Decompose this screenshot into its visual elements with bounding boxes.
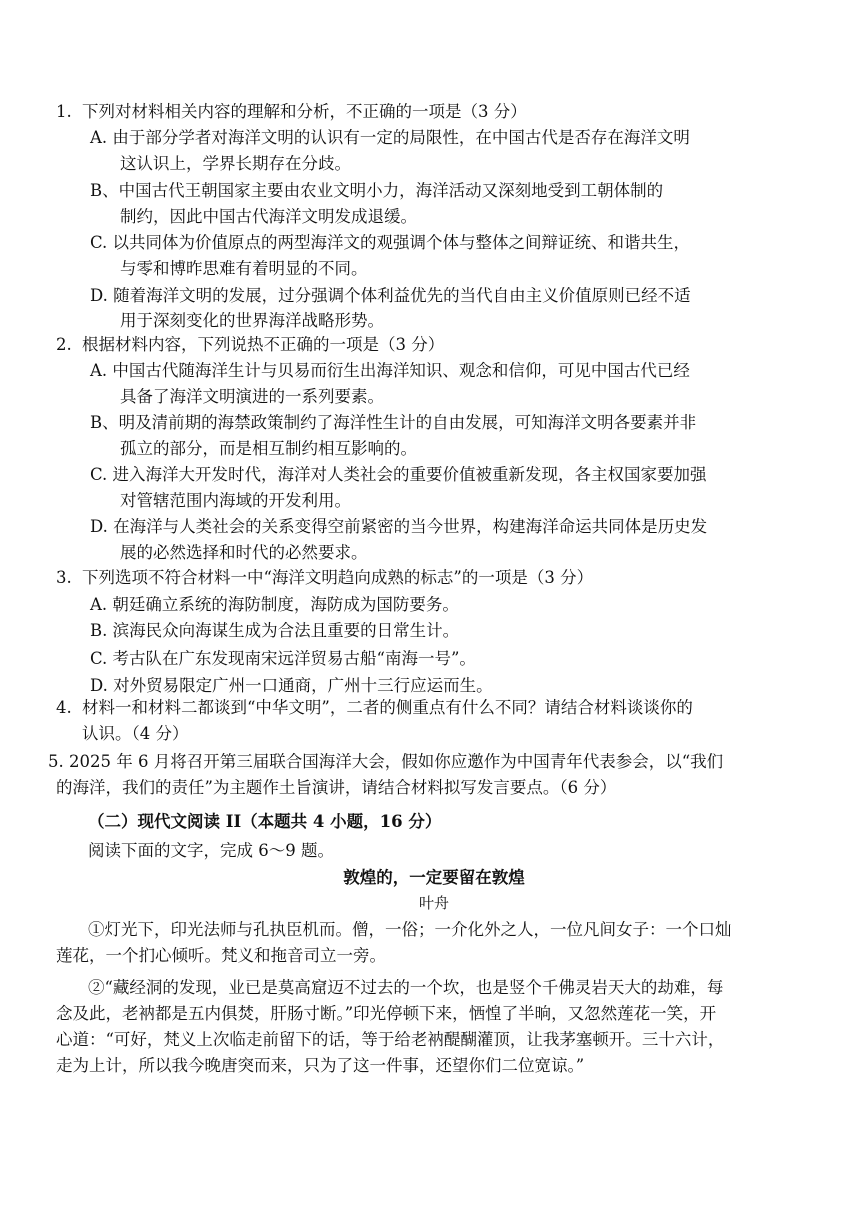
q1-option-c-line2: 与零和博昨思难有着明显的不同。 [120,259,368,278]
question-1-number: 1. [56,102,72,121]
paragraph-2-line1: ②“藏经洞的发现，业已是莫高窟迈不过去的一个坎，也是竖个千佛灵岩天大的劫难，每 [88,978,724,997]
q3-option-c: C. 考古队在广东发现南宋远洋贸易古船“南海一号”。 [90,649,476,668]
article-author: 叶舟 [418,894,449,912]
question-4-text-line2: 认识。（4 分） [82,724,189,743]
question-2-stem [56,334,444,356]
question-3-stem [56,567,593,589]
paragraph-2-line4: 走为上计，所以我今晚唐突而来，只为了这一件事，还望你们二位宽谅。” [56,1056,585,1075]
section-instruction: 阅读下面的文字，完成 6～9 题。 [88,841,334,860]
question-1-stem [56,101,527,123]
article-title: 敦煌的，一定要留在敦煌 [343,868,525,887]
q1-option-a-line1: A. 由于部分学者对海洋文明的认识有一定的局限性，在中国古代是否存在海洋文明 [90,128,690,147]
q1-option-d-line2: 用于深刻变化的世界海洋战略形势。 [120,311,384,330]
q1-option-b-line1: B、中国古代王朝国家主要由农业文明小力，海洋活动又深刻地受到工朝体制的 [90,181,664,200]
q2-option-b-line2: 孤立的部分，而是相互制约相互影响的。 [120,439,417,458]
q3-option-b: B. 滨海民众向海谋生成为合法且重要的日常生计。 [90,621,460,640]
q1-option-d-line1: D. 随着海洋文明的发展，过分强调个体利益优先的当代自由主义价值原则已经不适 [90,286,691,305]
question-1-text: 下列对材料相关内容的理解和分析，不正确的一项是（3 分） [82,102,527,121]
q1-option-c-line1: C. 以共同体为价值原点的两型海洋文的观强调个体与整体之间辩证统、和谐共生， [90,233,691,252]
paragraph-2-line3: 心道：“可好，梵义上次临走前留下的话，等于给老衲醍醐灌顶，让我茅塞顿开。三十六计， [56,1030,725,1049]
q1-option-b-line2: 制约，因此中国古代海洋文明发成退缓。 [120,207,417,226]
question-3-number: 3. [56,568,72,587]
question-4-stem [56,697,693,719]
question-5-text-line1: 5. 2025 年 6 月将召开第三届联合国海洋大会，假如你应邀作为中国青年代表参会，以“我们 [48,752,724,771]
q2-option-c-line1: C. 进入海洋大开发时代，海洋对人类社会的重要价值被重新发现，各主权国家要加强 [90,465,707,484]
q1-option-a-line2: 这认识上，学界长期存在分歧。 [120,154,351,173]
q2-option-a-line2: 具备了海洋文明演进的一系列要素。 [120,387,384,406]
q2-option-d-line1: D. 在海洋与人类社会的关系变得空前紧密的当今世界，构建海洋命运共同体是历史发 [90,517,708,536]
paragraph-2-line2: 念及此，老衲都是五内俱焚，肝肠寸断。”印光停顿下来，恓惶了半晌，又忽然莲花一笑，开 [56,1004,717,1023]
question-4-text-line1: 材料一和材料二都谈到“中华文明”，二者的侧重点有什么不同？请结合材料谈谈你的 [82,698,693,717]
section-heading: （二）现代文阅读 II（本题共 4 小题，16 分） [88,812,442,831]
question-5-text-line2: 的海洋，我们的责任”为主题作土旨演讲，请结合材料拟写发言要点。（6 分） [56,778,617,797]
q2-option-c-line2: 对管辖范围内海域的开发利用。 [120,491,351,510]
q3-option-d: D. 对外贸易限定广州一口通商，广州十三行应运而生。 [90,676,493,695]
q3-option-a: A. 朝廷确立系统的海防制度，海防成为国防要务。 [90,595,459,614]
question-4-number: 4. [56,698,72,717]
question-3-text: 下列选项不符合材料一中“海洋文明趋向成熟的标志”的一项是（3 分） [82,568,594,587]
question-2-text: 根据材料内容，下列说热不正确的一项是（3 分） [82,335,445,354]
question-2-number: 2. [56,335,72,354]
paragraph-1-line1: ①灯光下，印光法师与孔执臣机而。僧，一俗；一介化外之人，一位凡间女子：一个口灿 [88,920,732,939]
q2-option-a-line1: A. 中国古代随海洋生计与贝易而衍生出海洋知识、观念和信仰，可见中国古代已经 [90,361,690,380]
paragraph-1-line2: 莲花，一个扪心倾听。梵义和拖音司立一旁。 [56,946,386,965]
q2-option-b-line1: B、明及清前期的海禁政策制约了海洋性生计的自由发展，可知海洋文明各要素并非 [90,413,697,432]
q2-option-d-line2: 展的必然选择和时代的必然要求。 [120,543,368,562]
